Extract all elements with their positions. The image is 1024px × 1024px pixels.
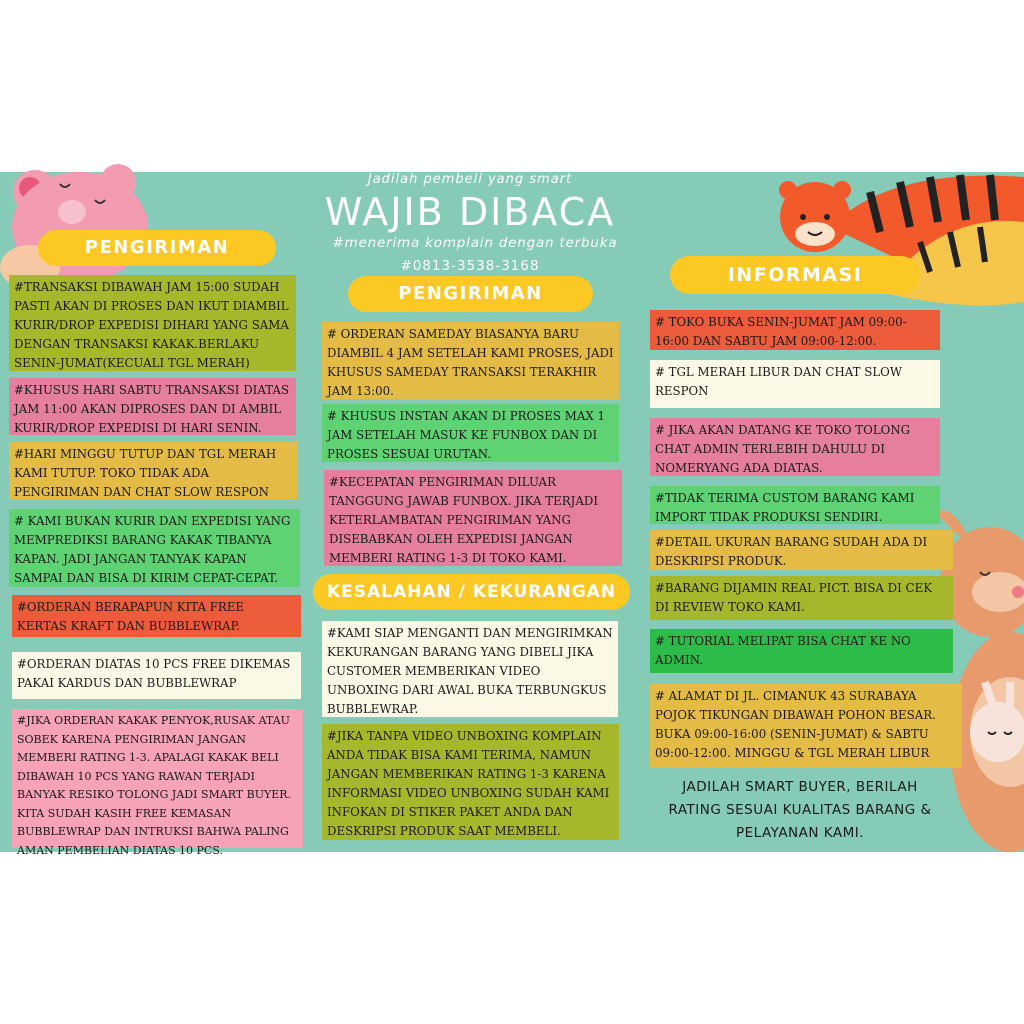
tagline: Jadilah pembeli yang smart — [367, 172, 573, 187]
right-item-3: # JIKA AKAN DATANG KE TOKO TOLONG CHAT ADMIN TERLEBIH DAHULU DI NOMERYANG ADA DIATAS. — [650, 418, 940, 476]
page-title: WAJIB DIBACA — [324, 190, 616, 234]
right-item-1: # TOKO BUKA SENIN-JUMAT JAM 09:00-16:00 DAN SABTU JAM 09:00-12:00. — [650, 310, 940, 350]
right-item-2: # TGL MERAH LIBUR DAN CHAT SLOW RESPON — [650, 360, 940, 408]
heading-informasi: INFORMASI — [670, 256, 920, 294]
left-item-6: #ORDERAN DIATAS 10 PCS FREE DIKEMAS PAKAI KARDUS DAN BUBBLEWRAP — [12, 652, 301, 699]
poster — [0, 172, 1024, 857]
middle-item-2: # KHUSUS INSTAN AKAN DI PROSES MAX 1 JAM SETELAH MASUK KE FUNBOX DAN DI PROSES SESUAI URUTAN. — [322, 404, 619, 462]
middle-item-3: #KECEPATAN PENGIRIMAN DILUAR TANGGUNG JAWAB FUNBOX. JIKA TERJADI KETERLAMBATAN PENGIRIMAN YANG DISEBABKAN OLEH EXPEDISI JANGAN MEMBERI RATING 1-3 DI TOKO KAMI. — [324, 470, 622, 566]
heading-pengiriman-middle: PENGIRIMAN — [348, 276, 593, 312]
right-item-8: # ALAMAT DI JL. CIMANUK 43 SURABAYA POJOK TIKUNGAN DIBAWAH POHON BESAR. BUKA 09:00-16:00 (SENIN-JUMAT) & SABTU 09:00-12:00. MINGGU & TGL MERAH LIBUR — [650, 684, 962, 768]
middle-item-4: #KAMI SIAP MENGANTI DAN MENGIRIMKAN KEKURANGAN BARANG YANG DIBELI JIKA CUSTOMER MEMBERIKAN VIDEO UNBOXING DARI AWAL BUKA TERBUNGKUS BUBBLEWRAP. — [322, 621, 618, 717]
middle-item-1: # ORDERAN SAMEDAY BIASANYA BARU DIAMBIL 4 JAM SETELAH KAMI PROSES, JADI KHUSUS SAMEDAY TRANSAKSI TERAKHIR JAM 13:00. — [322, 322, 619, 399]
left-item-1: #TRANSAKSI DIBAWAH JAM 15:00 SUDAH PASTI AKAN DI PROSES DAN IKUT DIAMBIL KURIR/DROP EXPEDISI DIHARI YANG SAMA DENGAN TRANSAKSI KAKAK.BERLAKU SENIN-JUMAT(KECUALI TGL MERAH) — [9, 275, 296, 371]
right-item-6: #BARANG DIJAMIN REAL PICT. BISA DI CEK DI REVIEW TOKO KAMI. — [650, 576, 953, 620]
left-item-7: #JIKA ORDERAN KAKAK PENYOK,RUSAK ATAU SOBEK KARENA PENGIRIMAN JANGAN MEMBERI RATING 1-3. APALAGI KAKAK BELI DIBAWAH 10 PCS YANG RAWAN TERJADI BANYAK RESIKO TOLONG JADI SMART BUYER. KITA SUDAH KASIH FREE KEMASAN BUBBLEWRAP DAN INTRUKSI BAHWA PALING AMAN PEMBELIAN DIATAS 10 PCS. — [12, 709, 303, 848]
heading-pengiriman-left: PENGIRIMAN — [38, 230, 276, 266]
heading-kesalahan: KESALAHAN / KEKURANGAN — [313, 574, 630, 610]
left-item-4: # KAMI BUKAN KURIR DAN EXPEDISI YANG MEMPREDIKSI BARANG KAKAK TIBANYA KAPAN. JADI JANGAN TANYAK KAPAN SAMPAI DAN BISA DI KIRIM CEPAT-CEPAT. — [9, 509, 300, 587]
left-item-3: #HARI MINGGU TUTUP DAN TGL MERAH KAMI TUTUP. TOKO TIDAK ADA PENGIRIMAN DAN CHAT SLOW RESPON — [9, 442, 298, 499]
footer-note: JADILAH SMART BUYER, BERILAH RATING SESUAI KUALITAS BARANG & PELAYANAN KAMI. — [668, 779, 932, 841]
right-item-5: #DETAIL UKURAN BARANG SUDAH ADA DI DESKRIPSI PRODUK. — [650, 530, 953, 570]
left-item-5: #ORDERAN BERAPAPUN KITA FREE KERTAS KRAFT DAN BUBBLEWRAP. — [12, 595, 301, 637]
right-item-4: #TIDAK TERIMA CUSTOM BARANG KAMI IMPORT TIDAK PRODUKSI SENDIRI. — [650, 486, 940, 524]
right-item-7: # TUTORIAL MELIPAT BISA CHAT KE NO ADMIN. — [650, 629, 953, 673]
left-item-2: #KHUSUS HARI SABTU TRANSAKSI DIATAS JAM 11:00 AKAN DIPROSES DAN DI AMBIL KURIR/DROP EXPEDISI DI HARI SENIN. — [9, 378, 296, 435]
middle-item-5: #JIKA TANPA VIDEO UNBOXING KOMPLAIN ANDA TIDAK BISA KAMI TERIMA, NAMUN JANGAN MEMBERIKAN RATING 1-3 KARENA INFORMASI VIDEO UNBOXING SUDAH KAMI INFOKAN DI STIKER PAKET ANDA DAN DESKRIPSI PRODUK SAAT MEMBELI. — [322, 724, 619, 840]
phone-number: #0813-3538-3168 — [400, 258, 540, 274]
subtitle: #menerima komplain dengan terbuka — [332, 235, 618, 251]
